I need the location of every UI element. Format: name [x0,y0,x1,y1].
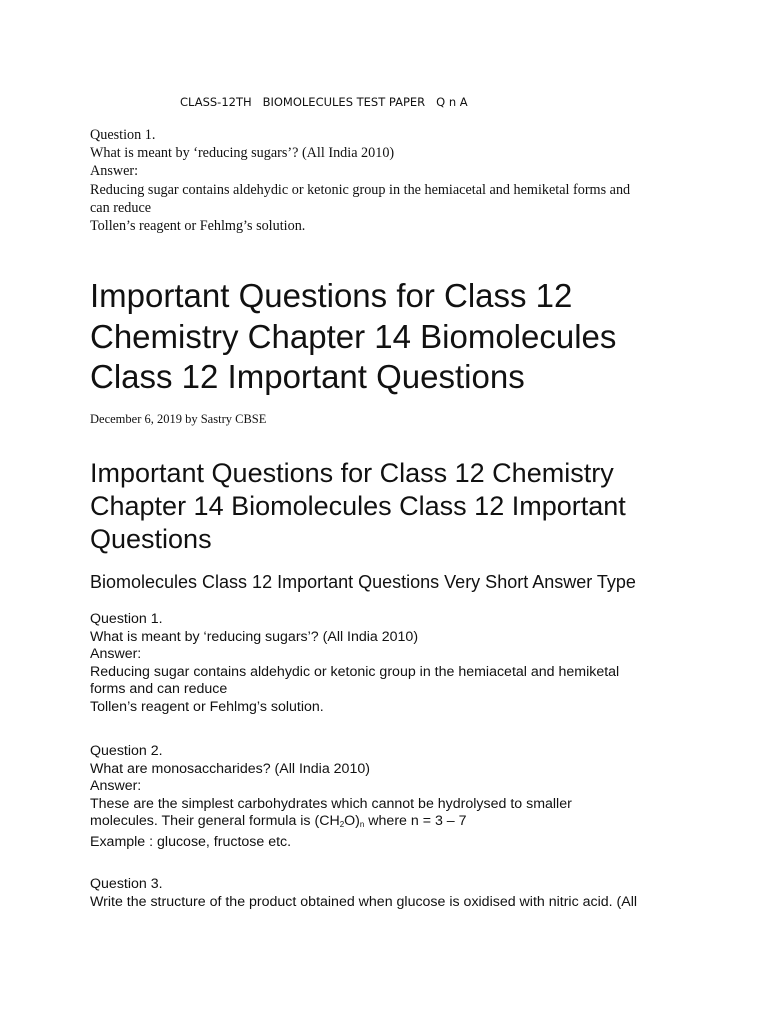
intro-question-block [90,126,690,235]
article-title-line: Important Questions for Class 12 [90,277,573,314]
question-line: What are monosaccharides? (All India 2010) [90,760,370,777]
question-1-block [90,611,750,717]
question-3-block [90,876,750,911]
question-line: What is meant by ‘reducing sugars’? (All India 2010) [90,628,419,645]
question-line: These are the simplest carbohydrates which cannot be hydrolysed to smaller [90,795,572,812]
article-subtitle-line: Chapter 14 Biomolecules Class 12 Important [90,491,626,521]
question-line: Tollen’s reagent or Fehlmg’s solution. [90,698,324,715]
question-line: forms and can reduce [90,681,228,698]
intro-line: Question 1. [90,127,156,143]
intro-line: can reduce [90,199,152,216]
question-line: Answer: [90,778,142,795]
formula-text-before: molecules. Their general formula is (CH [90,813,340,830]
question-line: Reducing sugar contains aldehydic or ketonic group in the hemiacetal and hemiketal [90,663,620,680]
page-header: CLASS-12TH BIOMOLECULES TEST PAPER Q n A [180,95,468,109]
article-title-line: Chemistry Chapter 14 Biomolecules [90,317,617,355]
article-meta: December 6, 2019 by Sastry CBSE [90,412,267,426]
intro-line: Reducing sugar contains aldehydic or ketonic group in the hemiacetal and hemiketal forms and [90,181,631,198]
formula-subscript: 2 [339,820,345,830]
formula-text-mid: O) [344,813,360,830]
question-line: Answer: [90,646,142,663]
formula-line [90,813,750,834]
article-title [90,276,760,398]
article-subtitle-line: Questions [90,524,212,554]
article-title-line: Class 12 Important Questions [90,358,525,395]
intro-line: What is meant by ‘reducing sugars’? (All India 2010) [90,145,395,162]
question-line: Question 3. [90,876,163,892]
question-line: Example : glucose, fructose etc. [90,833,292,850]
formula-text-after: where n = 3 – 7 [364,813,467,830]
question-2-block [90,743,750,852]
question-line: Question 1. [90,611,163,627]
question-line: Write the structure of the product obtained when glucose is oxidised with nitric acid. (All [90,893,638,910]
question-line: Question 2. [90,743,163,759]
section-heading: Biomolecules Class 12 Important Questions Very Short Answer Type [90,572,636,592]
intro-line: Tollen’s reagent or Fehlmg’s solution. [90,218,306,235]
formula-subscript: n [359,820,365,830]
intro-line: Answer: [90,163,139,180]
article-subtitle [90,457,760,556]
article-subtitle-line: Important Questions for Class 12 Chemistry [90,458,614,488]
